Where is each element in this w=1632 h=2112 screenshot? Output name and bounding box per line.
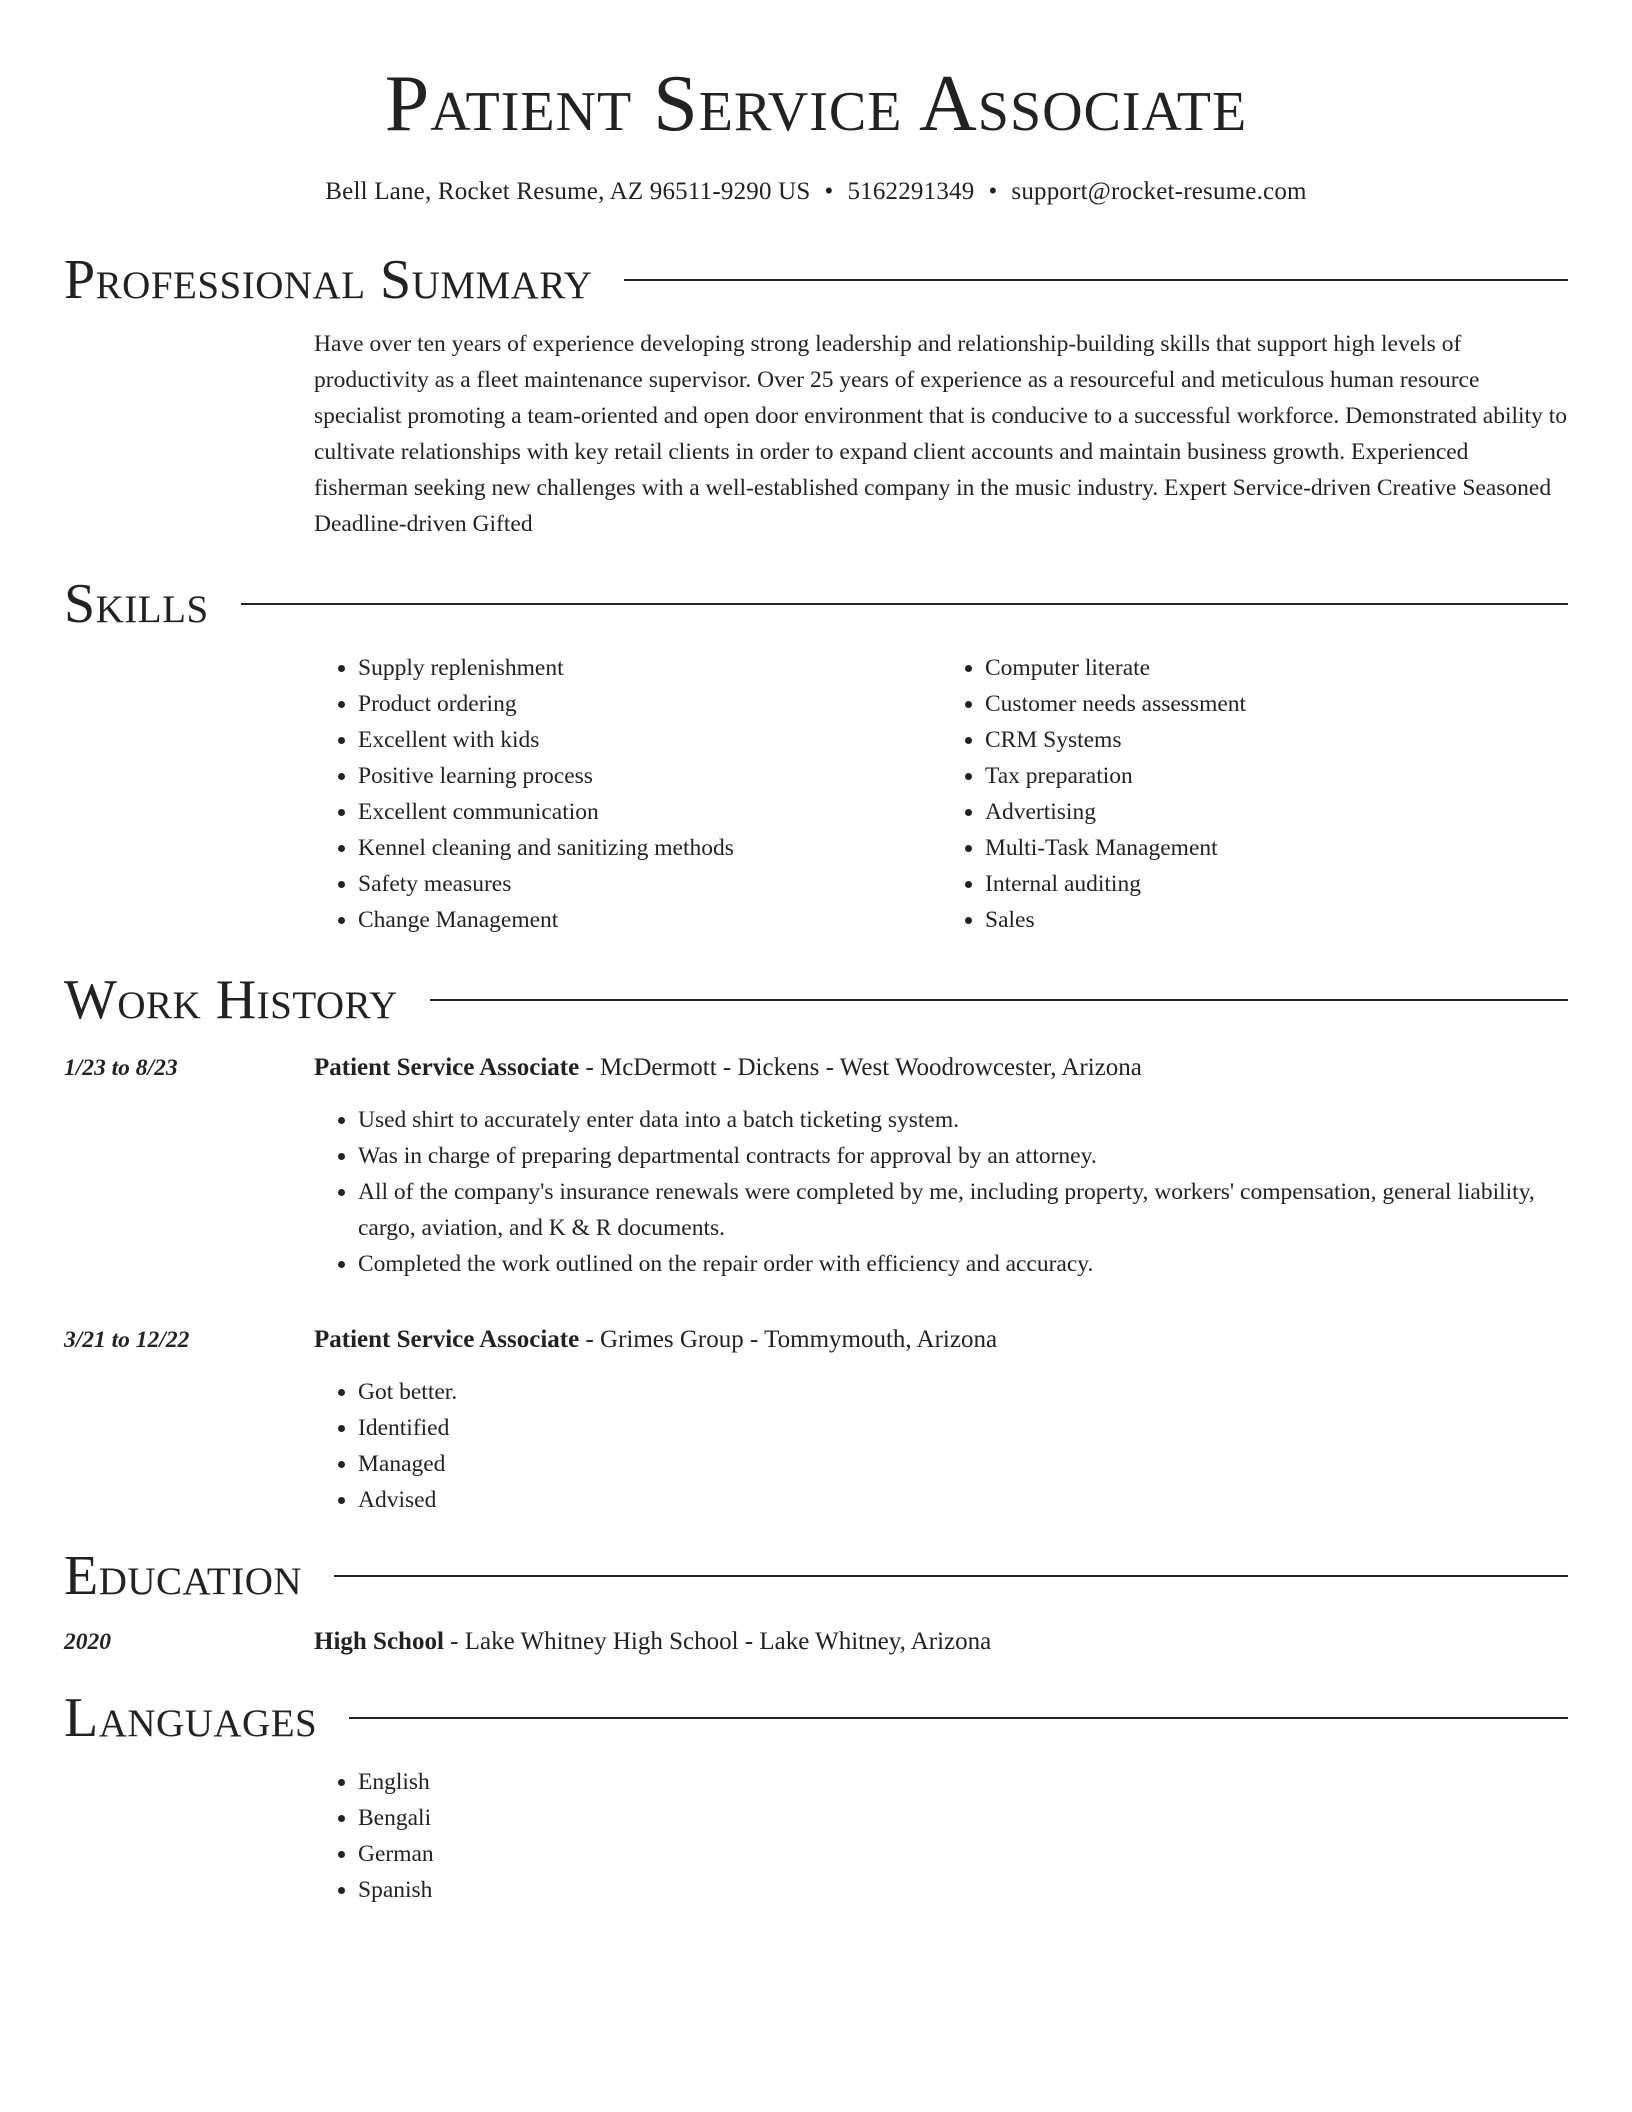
contact-separator: • [988, 178, 998, 205]
list-item: • Kennel cleaning and sanitizing methods [358, 830, 941, 866]
list-item: • Excellent communication [358, 794, 941, 830]
summary-section-header [64, 249, 1568, 311]
list-item: • Safety measures [358, 866, 941, 902]
job-role: Patient Service Associate [314, 1326, 580, 1353]
list-item: • Managed [358, 1446, 1568, 1482]
list-item: • Customer needs assessment [985, 686, 1568, 722]
work-section-header [64, 969, 1568, 1031]
contact-separator: • [824, 178, 834, 205]
summary-text: Have over ten years of experience developing strong leadership and relationship-building skills that support high levels of productivity as a fleet maintenance supervisor. Over 25 years of experience as a resourceful and meticulous human resource specialist promoting a team-oriented and open door environment that is conducive to a successful workforce. Demonstrated ability to cultivate relationships with key retail clients in order to expand client accounts and maintain business growth. Experienced fisherman seeking new challenges with a well-established company in the music industry. Expert Service-driven Creative Seasoned Deadline-driven Gifted [314, 331, 1567, 537]
list-item: • CRM Systems [985, 722, 1568, 758]
section-divider [241, 603, 1568, 605]
languages-title: Languages [64, 1687, 318, 1749]
job-heading [314, 1322, 1568, 1358]
education-details: - Lake Whitney High School - Lake Whitney, Arizona [443, 1628, 992, 1655]
job-bullets [314, 1374, 1568, 1518]
job-date: 3/21 to 12/22 [64, 1327, 190, 1353]
summary-title: Professional Summary [64, 249, 593, 311]
job-details: - McDermott - Dickens - West Woodrowcester, Arizona [579, 1054, 1142, 1081]
list-item: • All of the company's insurance renewals were completed by me, including property, workers' compensation, general liability, cargo, aviation, and K & R documents. [358, 1174, 1568, 1246]
list-item: • Supply replenishment [358, 650, 941, 686]
list-item: • Positive learning process [358, 758, 941, 794]
languages-body [314, 1764, 1568, 1908]
skills-title: Skills [64, 573, 209, 635]
skills-section-header [64, 573, 1568, 635]
education-title: Education [64, 1545, 303, 1607]
job-bullets [314, 1102, 1568, 1282]
education-section-header [64, 1545, 1568, 1607]
skills-list-right [941, 650, 1568, 938]
contact-email: support@rocket-resume.com [1011, 178, 1307, 205]
list-item: • Was in charge of preparing departmental contracts for approval by an attorney. [358, 1138, 1568, 1174]
education-date: 2020 [64, 1629, 111, 1655]
list-item: • Identified [358, 1410, 1568, 1446]
list-item: • English [358, 1764, 1568, 1800]
list-item: • Got better. [358, 1374, 1568, 1410]
list-item: • Multi-Task Management [985, 830, 1568, 866]
list-item: • Spanish [358, 1872, 1568, 1908]
list-item: • German [358, 1836, 1568, 1872]
job-content [314, 1050, 1568, 1282]
education-content [314, 1624, 1568, 1660]
list-item: • Internal auditing [985, 866, 1568, 902]
list-item: • Used shirt to accurately enter data into a batch ticketing system. [358, 1102, 1568, 1138]
list-item: • Completed the work outlined on the repair order with efficiency and accuracy. [358, 1246, 1568, 1282]
section-divider [349, 1717, 1568, 1719]
job-content [314, 1322, 1568, 1518]
contact-phone: 5162291349 [847, 178, 975, 205]
skills-grid [314, 650, 1568, 938]
job-heading [314, 1050, 1568, 1086]
list-item: • Sales [985, 902, 1568, 938]
languages-list [314, 1764, 1568, 1908]
job-entry [64, 1050, 1568, 1282]
list-item: • Bengali [358, 1800, 1568, 1836]
job-entry [64, 1322, 1568, 1518]
list-item: • Computer literate [985, 650, 1568, 686]
resume-name: Patient Service Associate [384, 60, 1248, 148]
education-entry [64, 1624, 1568, 1660]
contact-line [64, 178, 1568, 206]
list-item: • Advised [358, 1482, 1568, 1518]
job-details: - Grimes Group - Tommymouth, Arizona [579, 1326, 998, 1353]
list-item: • Product ordering [358, 686, 941, 722]
list-item: • Change Management [358, 902, 941, 938]
section-divider [430, 999, 1568, 1001]
job-date: 1/23 to 8/23 [64, 1055, 178, 1081]
job-role: Patient Service Associate [314, 1054, 580, 1081]
education-heading [314, 1624, 1568, 1660]
languages-section-header [64, 1687, 1568, 1749]
section-divider [334, 1575, 1568, 1577]
skills-list-left [314, 650, 941, 938]
contact-address: Bell Lane, Rocket Resume, AZ 96511-9290 US [325, 178, 811, 205]
education-degree: High School [314, 1628, 444, 1655]
list-item: • Advertising [985, 794, 1568, 830]
section-divider [624, 279, 1568, 281]
work-title: Work History [64, 969, 398, 1031]
list-item: • Tax preparation [985, 758, 1568, 794]
list-item: • Excellent with kids [358, 722, 941, 758]
